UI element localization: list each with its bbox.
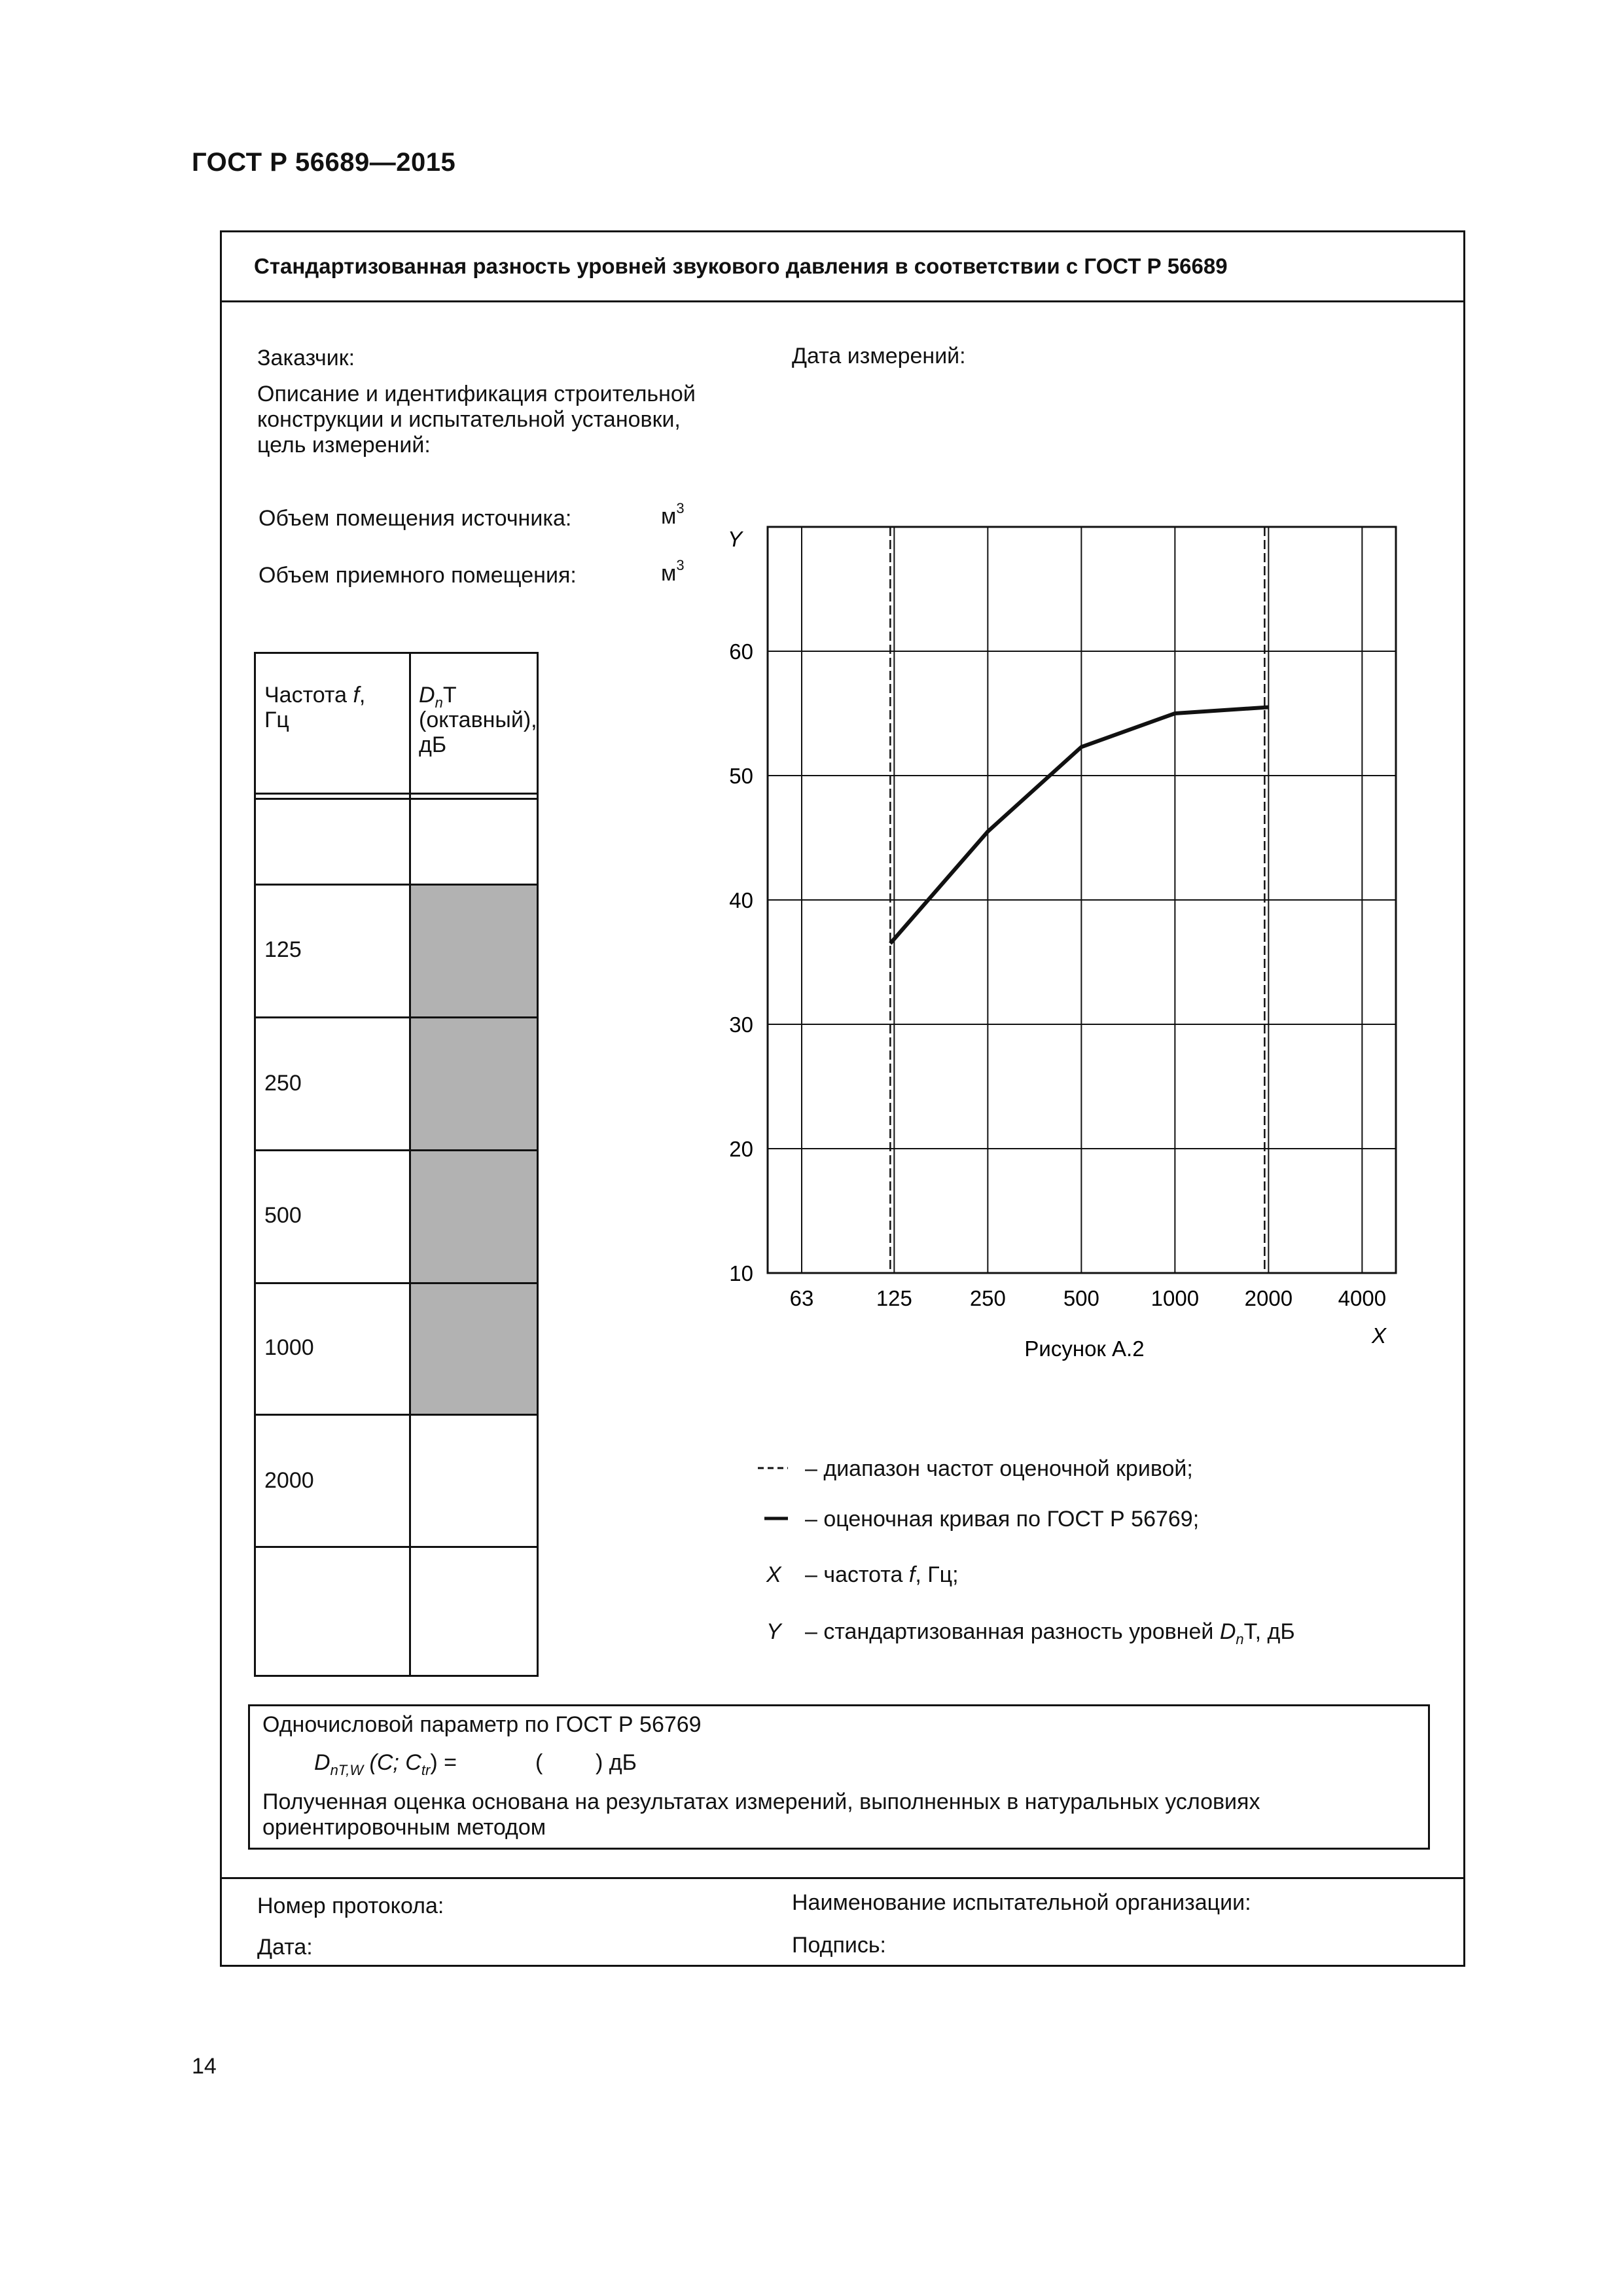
legend-solid-sample [763,1512,789,1525]
single-number-note [262,1789,1260,1840]
legend-var: f [908,1562,916,1587]
receiving-volume-label: Объем приемного помещения: [259,563,577,588]
y-axis-label: Y [728,527,743,551]
y-tick-label: 40 [729,888,753,912]
header-var: f [353,683,359,708]
table-row-line [256,884,537,886]
protocol-number-label: Номер протокола: [257,1893,444,1918]
header-text: , [359,683,366,708]
document-header: ГОСТ Р 56689—2015 [192,148,456,177]
table-row-line [256,1414,537,1416]
header-text: (октавный), [419,708,537,732]
date-label: Дата: [257,1935,313,1960]
header-text: T [442,683,457,708]
legend-text-part: , дБ [1255,1619,1295,1644]
formula-args: (C; C [363,1750,421,1775]
frequency-column-header [264,683,365,732]
description-label [257,382,696,458]
legend-var: D [1219,1619,1236,1644]
testing-organization-label: Наименование испытательной организации: [792,1890,1251,1915]
source-volume-unit [661,499,685,529]
legend-dashed-text: – диапазон частот оценочной кривой; [805,1456,1193,1481]
legend-x-symbol: X [766,1562,781,1587]
x-tick-label: 2000 [1244,1286,1293,1310]
header-sub: n [435,694,443,711]
legend-x-text [805,1562,959,1588]
table-row-frequency: 2000 [264,1468,314,1493]
legend-y-symbol: Y [766,1619,781,1644]
formula-args-sub: tr [421,1761,431,1778]
legend-sub: n [1236,1630,1244,1647]
header-text: Гц [264,708,289,732]
table-row-frequency: 250 [264,1071,302,1096]
formula-sub: nT,W [330,1761,364,1778]
description-line: конструкции и испытательной установки, [257,407,681,432]
formula-var: D [314,1750,330,1775]
table-row-frequency: 125 [264,937,302,962]
chart-caption: Рисунок А.2 [1024,1336,1145,1361]
signature-label: Подпись: [792,1933,887,1958]
header-text: дБ [419,732,447,757]
description-line: Описание и идентификация строительной [257,382,696,406]
form-title: Стандартизованная разность уровней звукового давления в соответствии с ГОСТ Р 56689 [254,254,1228,278]
single-number-title: Одночисловой параметр по ГОСТ Р 56769 [262,1712,702,1737]
frequency-table [254,652,539,1677]
x-tick-label: 500 [1063,1286,1099,1310]
header-separator [256,793,537,800]
unit-exponent: 3 [676,556,685,573]
y-tick-label: 50 [729,764,753,788]
formula-paren-close: ) дБ [596,1750,637,1775]
y-tick-label: 30 [729,1013,753,1037]
description-line: цель измерений: [257,433,431,457]
table-row-line [256,1282,537,1284]
title-divider [220,300,1465,302]
table-row-line [256,1546,537,1548]
legend-text-part: T [1243,1619,1255,1644]
y-tick-label: 20 [729,1137,753,1161]
x-axis-label: X [1372,1323,1387,1348]
header-var: D [419,683,435,708]
y-tick-labels [729,639,753,1285]
page-number: 14 [192,2054,217,2079]
y-tick-label: 60 [729,639,753,664]
rating-curve [890,708,1268,944]
footer-divider [220,1877,1465,1879]
source-volume-label: Объем помещения источника: [259,506,572,531]
receiving-volume-unit [661,556,685,586]
y-tick-label: 10 [729,1261,753,1285]
legend-solid-text: – оценочная кривая по ГОСТ Р 56769; [805,1507,1200,1532]
customer-label: Заказчик: [257,346,355,370]
legend-y-text [805,1619,1295,1645]
x-tick-label: 4000 [1338,1286,1387,1310]
formula-paren-open: ( [535,1750,543,1775]
table-row-frequency: 500 [264,1203,302,1228]
note-line: ориентировочным методом [262,1815,546,1840]
x-tick-label: 250 [969,1286,1006,1310]
note-line: Полученная оценка основана на результатах измерений, выполненных в натуральных условиях [262,1789,1260,1814]
measurement-date-label: Дата измерений: [792,344,966,368]
unit-text: м [661,504,677,529]
legend-text-part: – частота [805,1562,909,1587]
legend-dashed-sample [757,1462,789,1475]
single-number-formula [314,1750,457,1776]
unit-text: м [661,561,677,586]
table-row-line [256,1016,537,1018]
shaded-cell [411,884,537,1414]
x-tick-label: 1000 [1150,1286,1200,1310]
x-tick-labels [790,1286,1386,1310]
table-row-line [256,1149,537,1151]
dnt-column-header [419,683,537,757]
table-row-frequency: 1000 [264,1335,314,1360]
header-text: Частота [264,683,353,708]
table-column-divider [409,654,411,1675]
chart-grid [768,527,1396,1273]
formula-text: ) = [430,1750,457,1775]
dnt-chart [707,511,1466,1388]
legend-text-part: , Гц; [915,1562,959,1587]
x-tick-label: 125 [876,1286,912,1310]
unit-exponent: 3 [676,499,685,516]
chart-series [890,708,1268,944]
legend-text-part: – стандартизованная разность уровней [805,1619,1220,1644]
x-tick-label: 63 [789,1286,814,1310]
